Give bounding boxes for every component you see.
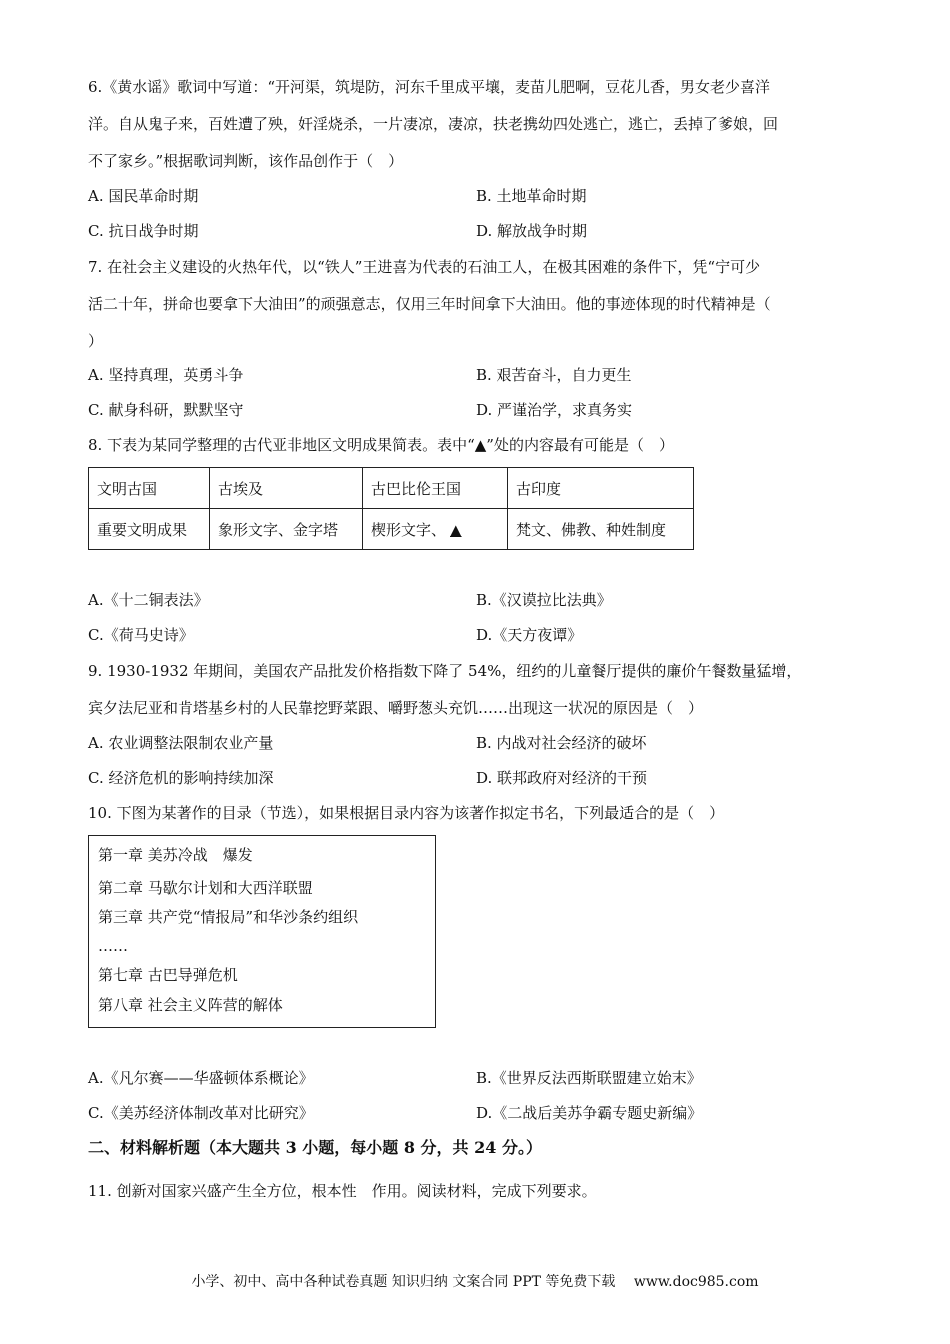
table-header-cell: 文明古国 (89, 468, 210, 509)
q6-option-c[interactable]: C. 抗日战争时期 (88, 222, 199, 240)
table-row (89, 509, 694, 550)
toc-item: …… (98, 937, 128, 955)
q8-option-b[interactable]: B.《汉谟拉比法典》 (476, 591, 612, 609)
civilization-table (88, 467, 694, 550)
q6-option-b[interactable]: B. 土地革命时期 (476, 187, 587, 205)
q10-option-c[interactable]: C.《美苏经济体制改革对比研究》 (88, 1104, 314, 1122)
q6-line-1: 6.《黄水谣》歌词中写道：“开河渠，筑堤防，河东千里成平壤，麦苗儿肥啊，豆花儿香，男女老少喜洋 (88, 78, 770, 96)
q9-option-b[interactable]: B. 内战对社会经济的破坏 (476, 734, 647, 752)
q10-option-b[interactable]: B.《世界反法西斯联盟建立始末》 (476, 1069, 702, 1087)
table-cell: 重要文明成果 (89, 509, 210, 550)
table-cell: 梵文、佛教、种姓制度 (508, 509, 694, 550)
q8-option-a[interactable]: A.《十二铜表法》 (88, 591, 209, 609)
q7-line-2: 活二十年，拼命也要拿下大油田”的顽强意志，仅用三年时间拿下大油田。他的事迹体现的时代精神是（ (88, 295, 771, 313)
toc-item: 第八章 社会主义阵营的解体 (98, 996, 283, 1014)
toc-item: 第七章 古巴导弹危机 (98, 966, 238, 984)
q9-line-1: 9. 1930-1932 年期间，美国农产品批发价格指数下降了 54%，纽约的儿童餐厅提供的廉价午餐数量猛增， (88, 662, 802, 680)
q11-line-1: 11. 创新对国家兴盛产生全方位，根本性 作用。阅读材料，完成下列要求。 (88, 1182, 597, 1200)
q10-line-1: 10. 下图为某著作的目录（节选），如果根据目录内容为该著作拟定书名，下列最适合的是（ ） (88, 804, 725, 822)
table-cell-text: 楔形文字、 (371, 520, 447, 539)
q8-option-d[interactable]: D.《天方夜谭》 (476, 626, 583, 644)
q7-option-b[interactable]: B. 艰苦奋斗，自力更生 (476, 366, 632, 384)
q6-line-2: 洋。自从鬼子来，百姓遭了殃，奸淫烧杀，一片凄凉，凄凉，扶老携幼四处逃亡，逃亡，丢掉了爹娘，回 (88, 115, 779, 133)
q8-line-1: 8. 下表为某同学整理的古代亚非地区文明成果简表。表中“▲”处的内容最有可能是（ ） (88, 436, 674, 454)
q7-line-1: 7. 在社会主义建设的火热年代，以“铁人”王进喜为代表的石油工人，在极其困难的条件下，凭“宁可少 (88, 258, 761, 276)
toc-item: 第三章 共产党“情报局”和华沙条约组织 (98, 908, 359, 926)
q9-option-a[interactable]: A. 农业调整法限制农业产量 (88, 734, 274, 752)
toc-item: 第一章 美苏冷战 爆发 (98, 846, 253, 864)
q10-option-a[interactable]: A.《凡尔赛——华盛顿体系概论》 (88, 1069, 314, 1087)
q9-option-d[interactable]: D. 联邦政府对经济的干预 (476, 769, 648, 787)
table-header-cell: 古印度 (508, 468, 694, 509)
table-of-contents-box (88, 835, 436, 1028)
q7-option-a[interactable]: A. 坚持真理，英勇斗争 (88, 366, 244, 384)
page-footer: 小学、初中、高中各种试卷真题 知识归纳 文案合同 PPT 等免费下载 www.doc985.com (191, 1274, 759, 1290)
q9-option-c[interactable]: C. 经济危机的影响持续加深 (88, 769, 274, 787)
q9-line-2: 宾夕法尼亚和肯塔基乡村的人民靠挖野菜跟、嚼野葱头充饥……出现这一状况的原因是（ ） (88, 699, 704, 717)
triangle-blank-marker: ▲ (450, 520, 462, 539)
q6-line-3: 不了家乡。”根据歌词判断，该作品创作于（ ） (88, 152, 404, 170)
table-cell: 象形文字、金字塔 (210, 509, 363, 550)
toc-item: 第二章 马歇尔计划和大西洋联盟 (98, 879, 313, 897)
q6-option-a[interactable]: A. 国民革命时期 (88, 187, 199, 205)
q7-option-d[interactable]: D. 严谨治学，求真务实 (476, 401, 633, 419)
table-row (89, 468, 694, 509)
q10-option-d[interactable]: D.《二战后美苏争霸专题史新编》 (476, 1104, 703, 1122)
table-cell-with-blank (363, 509, 508, 550)
q7-line-3: ） (88, 332, 104, 350)
section-heading: 二、材料解析题（本大题共 3 小题，每小题 8 分，共 24 分。） (88, 1138, 542, 1157)
table-header-cell: 古埃及 (210, 468, 363, 509)
q6-option-d[interactable]: D. 解放战争时期 (476, 222, 588, 240)
q7-option-c[interactable]: C. 献身科研，默默坚守 (88, 401, 244, 419)
q8-option-c[interactable]: C.《荷马史诗》 (88, 626, 194, 644)
table-header-cell: 古巴比伦王国 (363, 468, 508, 509)
